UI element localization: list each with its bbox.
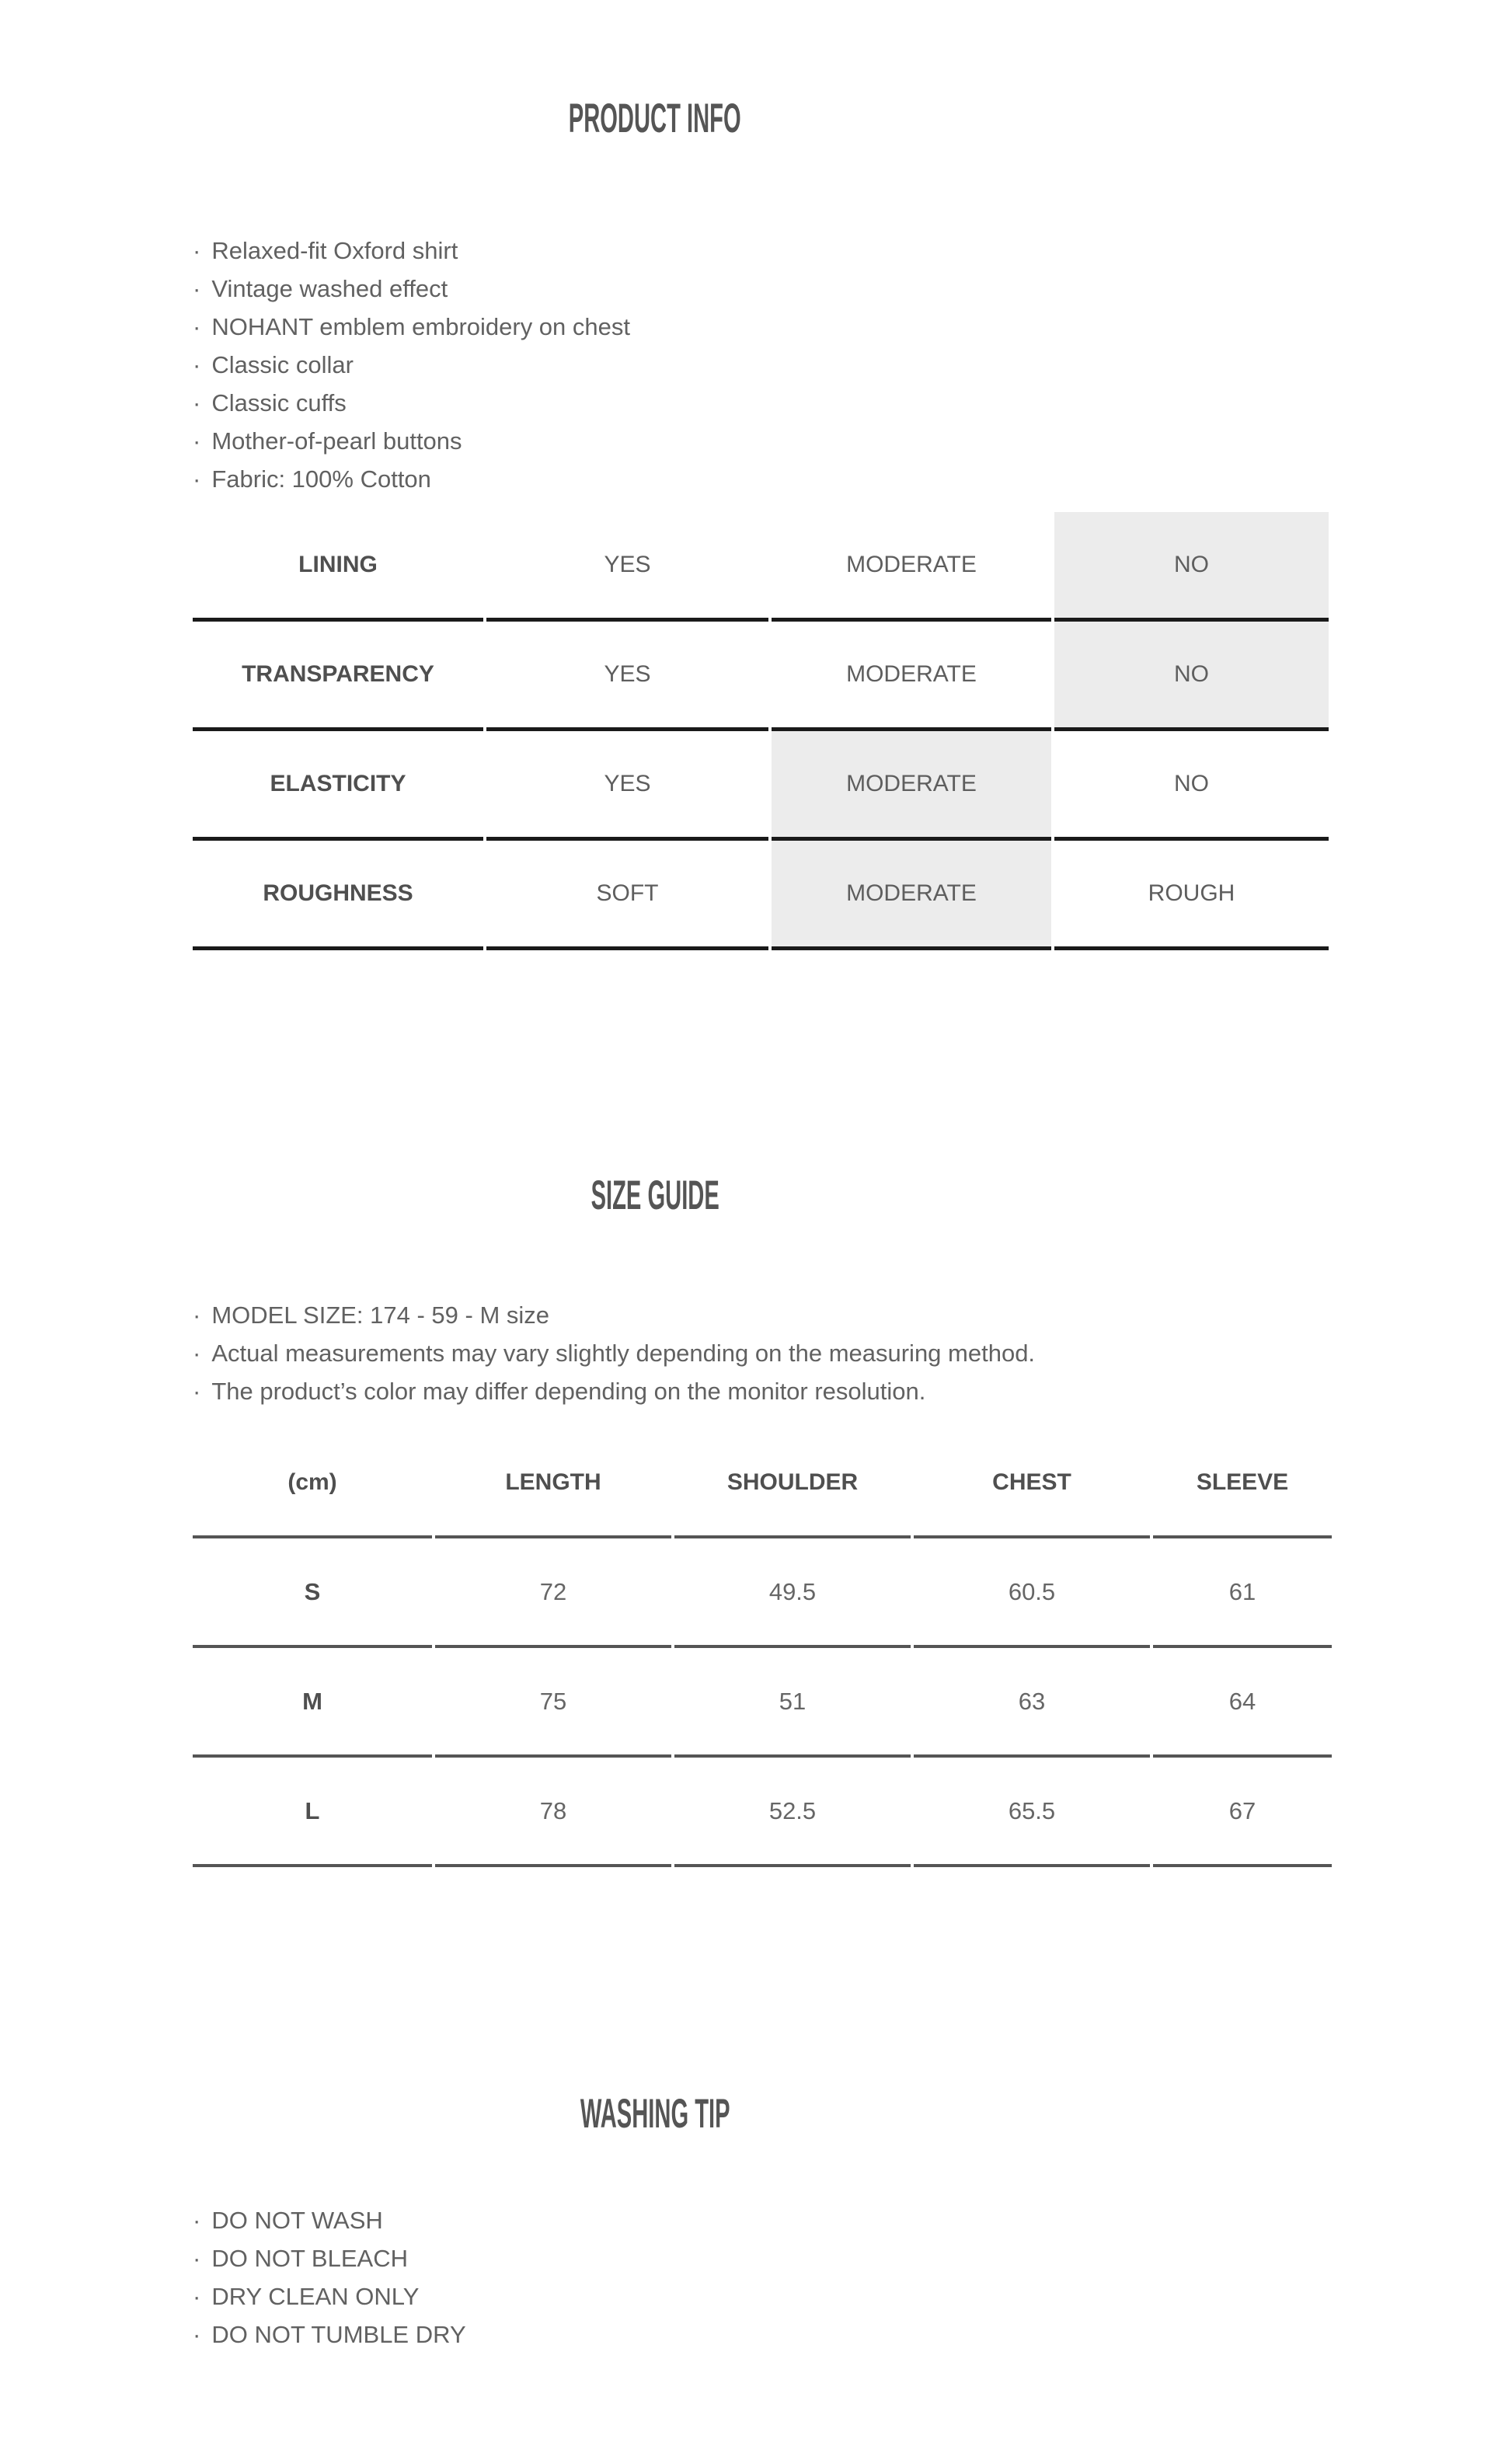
size-value-cell: 78	[435, 1758, 671, 1867]
spec-row-label: ROUGHNESS	[193, 841, 483, 950]
size-column-header: CHEST	[914, 1429, 1150, 1538]
size-value-cell: 52.5	[674, 1758, 911, 1867]
size-guide-note	[193, 1296, 1512, 1334]
washing-tip-item	[193, 2277, 1512, 2315]
bullet-icon: ·	[193, 1378, 201, 1405]
product-info-list	[193, 232, 1512, 498]
washing-tip-item-text: DRY CLEAN ONLY	[211, 2283, 420, 2310]
spec-option-cell-selected: MODERATE	[772, 841, 1051, 950]
size-value-cell: 63	[914, 1648, 1150, 1758]
spec-option-cell: MODERATE	[772, 622, 1051, 731]
spec-option-cell-selected: NO	[1054, 512, 1329, 622]
size-value-cell: 49.5	[674, 1538, 911, 1648]
size-column-header: SLEEVE	[1153, 1429, 1332, 1538]
spec-option-cell-selected: MODERATE	[772, 731, 1051, 841]
spec-row-lining	[193, 512, 1329, 622]
bullet-icon: ·	[193, 313, 201, 340]
size-guide-note-text: The product’s color may differ depending on the monitor resolution.	[211, 1378, 926, 1405]
size-chart-table	[190, 1429, 1335, 1867]
size-guide-note-text: MODEL SIZE: 174 - 59 - M size	[211, 1301, 550, 1329]
product-info-item-text: Vintage washed effect	[211, 275, 448, 302]
size-row-l	[193, 1758, 1332, 1867]
spec-row-label: TRANSPARENCY	[193, 622, 483, 731]
size-column-header: SHOULDER	[674, 1429, 911, 1538]
washing-tip-list	[193, 2201, 1512, 2354]
washing-tip-item	[193, 2239, 1512, 2277]
size-column-header: LENGTH	[435, 1429, 671, 1538]
size-row-m	[193, 1648, 1332, 1758]
size-value-cell: 67	[1153, 1758, 1332, 1867]
washing-tip-title-text: WASHING TIP	[580, 2091, 730, 2137]
product-info-item	[193, 232, 1512, 270]
size-guide-note	[193, 1372, 1512, 1410]
spec-row-label: ELASTICITY	[193, 731, 483, 841]
product-info-item-text: Classic collar	[211, 351, 354, 378]
bullet-icon: ·	[193, 389, 201, 416]
bullet-icon: ·	[193, 2207, 201, 2234]
size-row-label: M	[193, 1648, 432, 1758]
size-guide-notes	[193, 1296, 1512, 1410]
size-value-cell: 61	[1153, 1538, 1332, 1648]
bullet-icon: ·	[193, 2321, 201, 2348]
product-info-item	[193, 460, 1512, 498]
product-info-item-text: Relaxed-fit Oxford shirt	[211, 237, 458, 264]
size-value-cell: 51	[674, 1648, 911, 1758]
size-row-label: L	[193, 1758, 432, 1867]
size-value-cell: 65.5	[914, 1758, 1150, 1867]
size-value-cell: 72	[435, 1538, 671, 1648]
bullet-icon: ·	[193, 2245, 201, 2272]
product-info-item-text: Classic cuffs	[211, 389, 347, 416]
spec-option-cell: YES	[486, 731, 768, 841]
spec-row-roughness	[193, 841, 1329, 950]
spec-option-cell: MODERATE	[772, 512, 1051, 622]
spec-row-elasticity	[193, 731, 1329, 841]
bullet-icon: ·	[193, 275, 201, 302]
product-info-item-text: NOHANT emblem embroidery on chest	[211, 313, 630, 340]
bullet-icon: ·	[193, 1301, 201, 1329]
product-info-title-text: PRODUCT INFO	[569, 96, 741, 141]
spec-option-cell: ROUGH	[1054, 841, 1329, 950]
size-guide-title	[0, 1174, 1310, 1218]
spec-row-transparency	[193, 622, 1329, 731]
product-info-item	[193, 384, 1512, 422]
product-info-title	[0, 97, 1310, 141]
product-info-item	[193, 346, 1512, 384]
bullet-icon: ·	[193, 351, 201, 378]
size-value-cell: 64	[1153, 1648, 1332, 1758]
bullet-icon: ·	[193, 465, 201, 493]
size-unit-header: (cm)	[193, 1429, 432, 1538]
washing-tip-item-text: DO NOT WASH	[211, 2207, 383, 2234]
washing-tip-item	[193, 2201, 1512, 2239]
size-table-header-row	[193, 1429, 1332, 1538]
product-info-item	[193, 270, 1512, 308]
spec-option-cell: SOFT	[486, 841, 768, 950]
product-info-item	[193, 422, 1512, 460]
size-guide-note	[193, 1334, 1512, 1372]
spec-option-cell-selected: NO	[1054, 622, 1329, 731]
bullet-icon: ·	[193, 1340, 201, 1367]
product-info-item	[193, 308, 1512, 346]
bullet-icon: ·	[193, 427, 201, 455]
washing-tip-title	[0, 2092, 1310, 2136]
bullet-icon: ·	[193, 237, 201, 264]
size-guide-title-text: SIZE GUIDE	[591, 1172, 719, 1218]
size-row-s	[193, 1538, 1332, 1648]
spec-row-label: LINING	[193, 512, 483, 622]
product-info-item-text: Fabric: 100% Cotton	[211, 465, 431, 493]
spec-option-cell: NO	[1054, 731, 1329, 841]
size-value-cell: 60.5	[914, 1538, 1150, 1648]
bullet-icon: ·	[193, 2283, 201, 2310]
fabric-spec-table	[190, 512, 1332, 950]
product-info-item-text: Mother-of-pearl buttons	[211, 427, 462, 455]
size-row-label: S	[193, 1538, 432, 1648]
washing-tip-item-text: DO NOT TUMBLE DRY	[211, 2321, 466, 2348]
size-value-cell: 75	[435, 1648, 671, 1758]
size-guide-note-text: Actual measurements may vary slightly depending on the measuring method.	[211, 1340, 1036, 1367]
washing-tip-item	[193, 2315, 1512, 2354]
spec-option-cell: YES	[486, 622, 768, 731]
washing-tip-item-text: DO NOT BLEACH	[211, 2245, 408, 2272]
spec-option-cell: YES	[486, 512, 768, 622]
